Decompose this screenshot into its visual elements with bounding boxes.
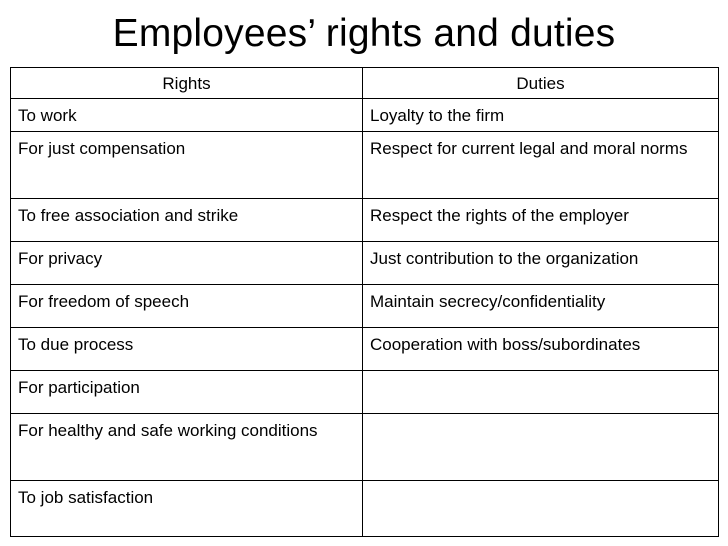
- table-row: [11, 199, 719, 242]
- right-cell: For privacy: [11, 242, 363, 285]
- page-title: Employees’ rights and duties: [112, 12, 616, 55]
- right-cell: For just compensation: [11, 132, 363, 199]
- duty-cell: Cooperation with boss/subordinates: [363, 328, 719, 371]
- duty-cell: Respect the rights of the employer: [363, 199, 719, 242]
- right-cell: To work: [11, 99, 363, 132]
- right-cell: For freedom of speech: [11, 285, 363, 328]
- duty-cell: Just contribution to the organization: [363, 242, 719, 285]
- right-cell: For participation: [11, 371, 363, 414]
- table-row: [11, 481, 719, 537]
- duty-cell: [363, 414, 719, 481]
- table-row: [11, 371, 719, 414]
- table-row: [11, 99, 719, 132]
- rights-duties-table: [10, 67, 719, 537]
- column-header-rights: Rights: [11, 68, 363, 99]
- duty-cell: Maintain secrecy/confidentiality: [363, 285, 719, 328]
- right-cell: To job satisfaction: [11, 481, 363, 537]
- table-row: [11, 328, 719, 371]
- right-cell: To free association and strike: [11, 199, 363, 242]
- duty-cell: Respect for current legal and moral norms: [363, 132, 719, 199]
- table-header-row: [11, 68, 719, 99]
- right-cell: To due process: [11, 328, 363, 371]
- duty-cell: [363, 481, 719, 537]
- duty-cell: Loyalty to the firm: [363, 99, 719, 132]
- table-row: [11, 285, 719, 328]
- table-row: [11, 132, 719, 199]
- column-header-duties: Duties: [363, 68, 719, 99]
- duty-cell: [363, 371, 719, 414]
- table-row: [11, 242, 719, 285]
- right-cell: For healthy and safe working conditions: [11, 414, 363, 481]
- table-row: [11, 414, 719, 481]
